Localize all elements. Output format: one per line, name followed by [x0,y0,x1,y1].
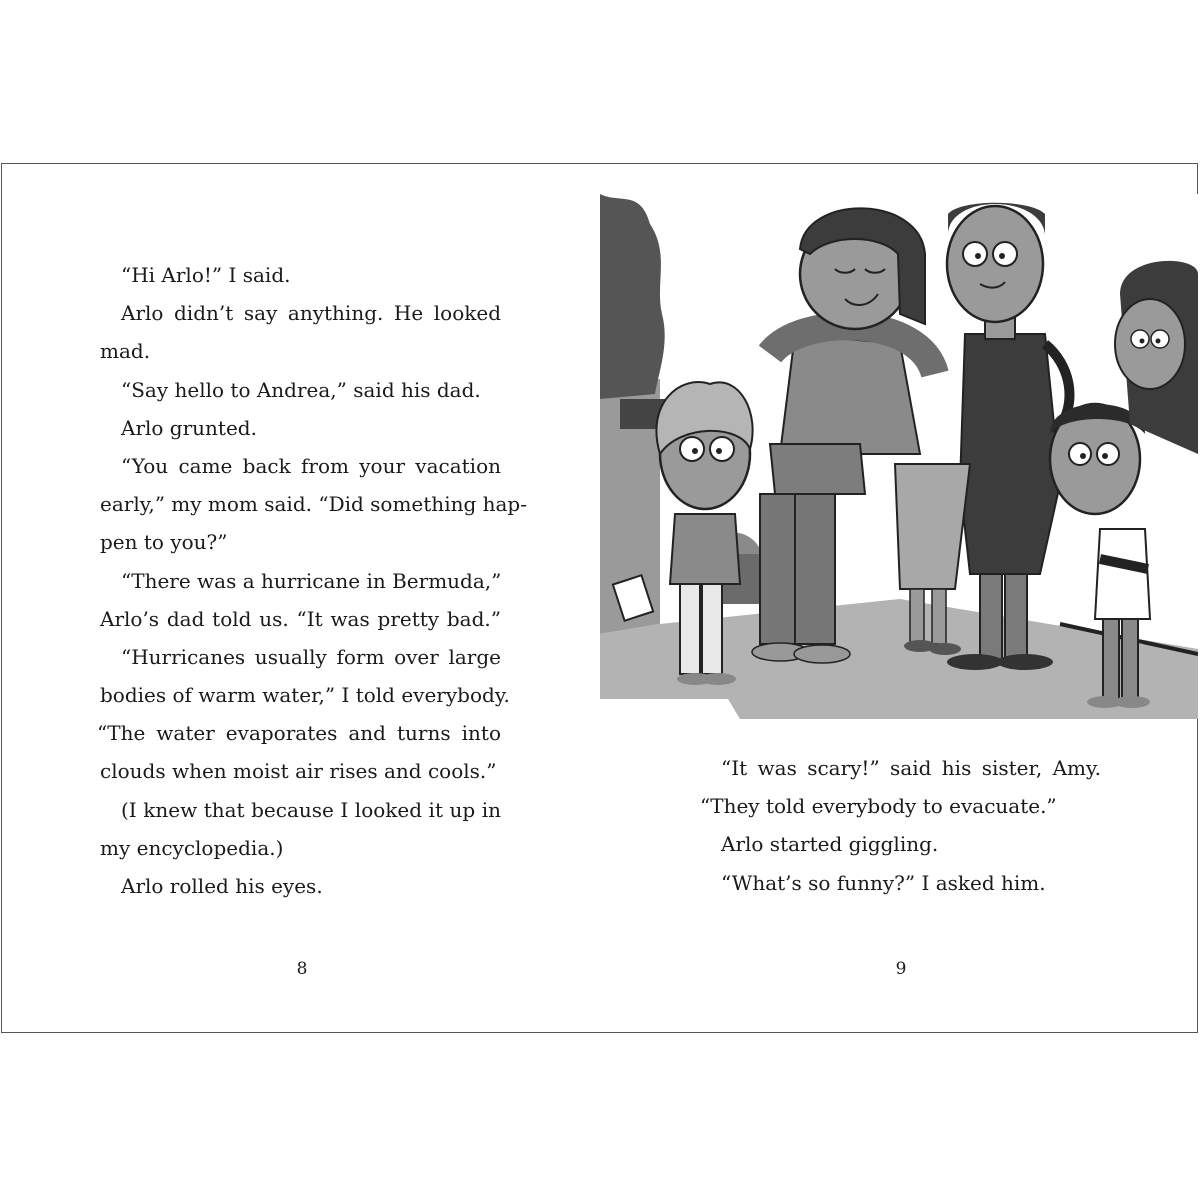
text-line: clouds when moist air rises and cools.” [100,759,497,784]
text-line: early,” my mom said. “Did something hap- [100,492,527,517]
text-line: Arlo started giggling. [721,832,939,857]
text-line: (I knew that because I looked it up in [121,797,501,822]
text-line: “Hurricanes usually form over large [121,644,501,669]
text-line: “The water evaporates and turns into [97,721,501,746]
text-line: Arlo didn’t say anything. He looked [121,301,501,326]
text-line: “What’s so funny?” I asked him. [721,870,1046,895]
left-page-text [97,256,527,905]
page-number: 9 [895,959,907,979]
text-line: pen to you?” [100,530,228,555]
text-line: Arlo rolled his eyes. [121,874,323,898]
right-page [600,164,1198,1032]
text-line: bodies of warm water,” I told everybody. [100,683,510,708]
book-spread [1,163,1198,1033]
text-line: “There was a hurricane in Bermuda,” [121,568,502,593]
text-line: “It was scary!” said his sister, Amy. [721,756,1101,780]
text-line: “Hi Arlo!” I said. [121,263,291,287]
illustration-scene [600,194,1198,724]
text-line: “They told everybody to evacuate.” [700,794,1057,819]
text-line: Arlo grunted. [121,415,257,440]
text-line: my encyclopedia.) [100,835,284,860]
page-number: 8 [296,959,308,979]
text-line: mad. [100,339,151,364]
text-line: “You came back from your vacation [121,453,501,478]
left-page [2,164,600,1032]
right-page-text [700,749,1101,902]
text-line: Arlo’s dad told us. “It was pretty bad.” [100,606,501,631]
text-line: “Say hello to Andrea,” said his dad. [121,377,481,402]
illustration [600,194,1198,724]
